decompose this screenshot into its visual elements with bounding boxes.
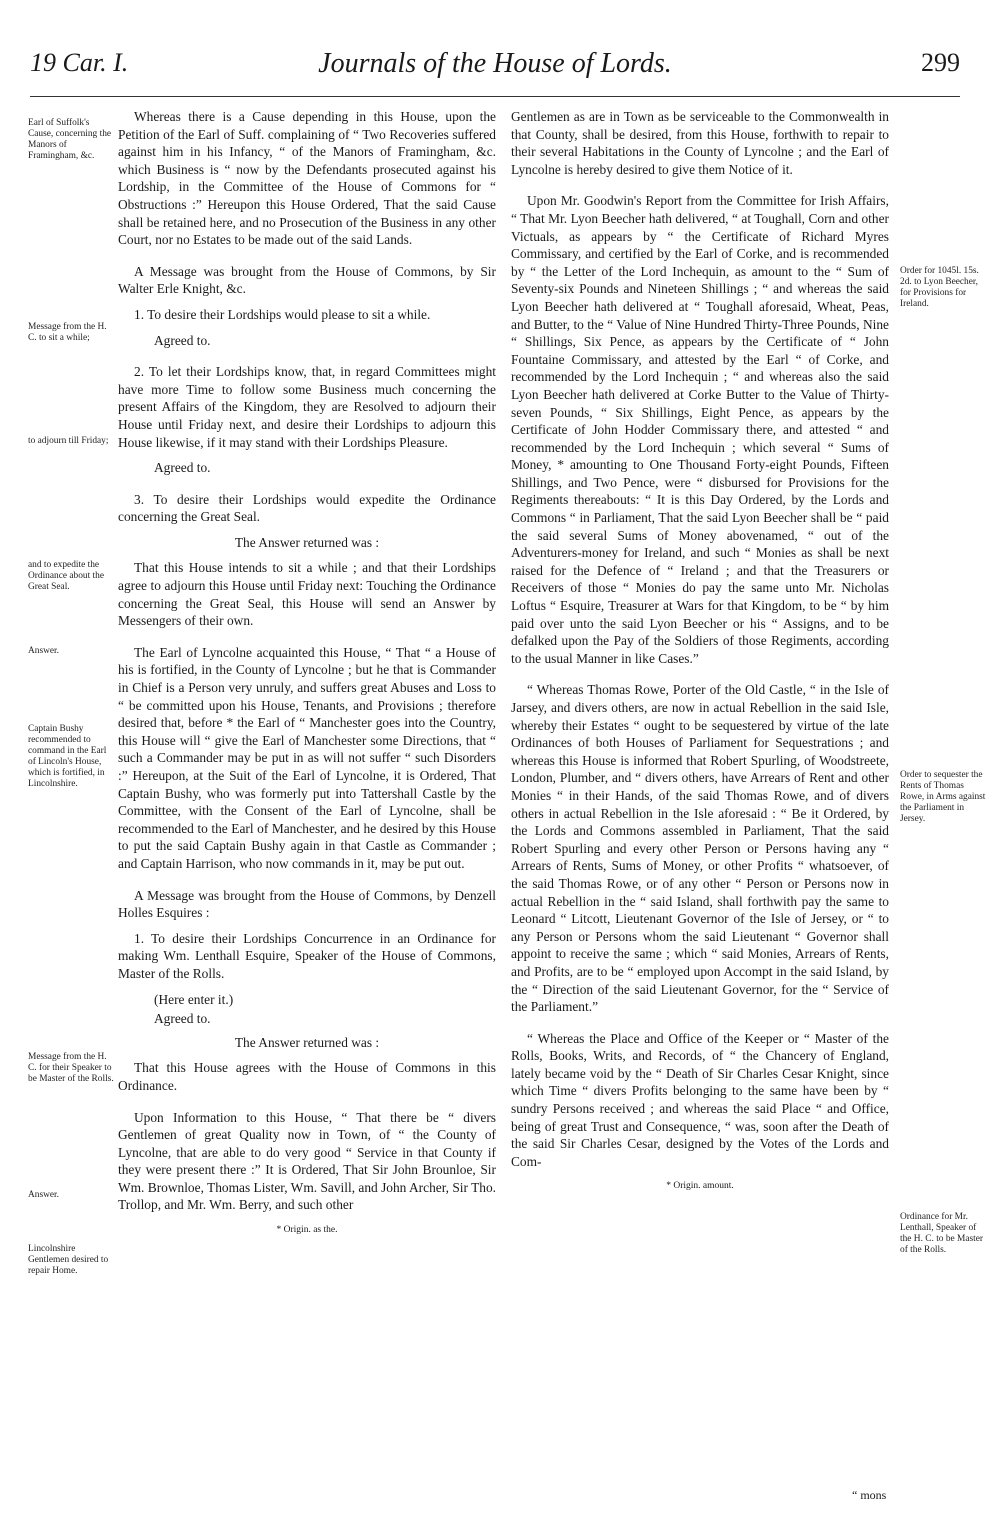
page-header bbox=[30, 48, 960, 96]
margin-note: to adjourn till Friday; bbox=[28, 436, 109, 446]
answer-heading: The Answer returned was : bbox=[234, 534, 380, 550]
page-number: 299 bbox=[921, 48, 960, 77]
margin-note: Ordinance for Mr. Lenthall, Speaker of the H. C. to be Master of the Rolls. bbox=[900, 1212, 984, 1255]
margin-note: Lincolnshire Gentlemen desired to repair Home. bbox=[28, 1244, 109, 1276]
regnal-year: 19 Car. I. bbox=[30, 48, 129, 77]
right-column bbox=[511, 108, 889, 1196]
margin-note: Order for 1045l. 15s. 2d. to Lyon Beecher, for Provisions for Ireland. bbox=[900, 266, 979, 309]
paragraph: “ Whereas Thomas Rowe, Porter of the Old Castle, “ in the Isle of Jarsey, and divers others, are now in actual Rebellion in the said Isle, whereby their Estates “ ought to be sequestered by virtue of the late Ordinances of both Houses of Parliament for Sequestrations ; and whereas this House is informed that Robert Spurling, of Woodstreete, London, Plumber, and “ divers others, have Arrears of Rent and other Monies “ in their Hands, of the said Thomas Rowe, and of divers others in actual Rebellion in the Isle aforesaid : “ Be it Ordered, by the Lords and Commons assembled in Parliament, That the said Robert Spurling and every other Person or Persons having any “ Arrears of Rents, Sums of Money, or other Profits “ whatsoever, of the said Thomas Rowe, or of any other “ Person or Persons now in actual Rebellion in the “ said Island, shall forthwith pay the same to Leonard “ Litcott, Lieutenant Governor of the Isle of Jersey, or “ to any Person or Persons whom the said Lieutenant “ Governor shall appoint to receive the same ; which “ said Monies, Arrears of Rents, and Profits, are to be “ employed upon Accompt in the said Island, by the “ Direction of the said Lieutenant Governor, for the “ Service of the Parliament.” bbox=[511, 682, 889, 1015]
paragraph: 2. To let their Lordships know, that, in regard Committees might have more Time to follow some Business much concerning the present Affairs of the Kingdom, they are Resolved to adjourn their House until Friday next, and desire their Lordships to adjourn this House likewise, if it may stand with their Lordships Pleasure. bbox=[118, 364, 496, 450]
margin-note: Message from the H. C. for their Speaker to be Master of the Rolls. bbox=[28, 1052, 114, 1084]
margin-note: Earl of Suffolk's Cause, concerning the Manors of Framingham, &c. bbox=[28, 118, 112, 161]
paragraph: Whereas there is a Cause depending in this House, upon the Petition of the Earl of Suff. complaining of “ Two Recoveries suffered against him in his Infancy, “ of the Manors of Framingham, &c. which Business is “ now by the Defendants prosecuted against his Lordship, in the Committee of the House of Commons for “ Obstructions :” Hereupon this House Ordered, That the said Cause shall be retained here, and no Prosecution of the Business in any other Court, nor no Estates to be made out of the said Lands. bbox=[118, 109, 496, 248]
paragraph: Upon Information to this House, “ That there be “ divers Gentlemen of great Quality now in Town, of “ the County of Lyncolne, that are able to do very good “ Service in that County if they were present there :” It is Ordered, That Sir John Brounloe, Sir Wm. Brownloe, Thomas Lister, Wm. Savill, and John Archer, Sir Tho. Trollop, and Mr. Wm. Berry, and such other bbox=[118, 1109, 496, 1213]
footnote: * Origin. amount. bbox=[666, 1181, 734, 1192]
paragraph: That this House agrees with the House of Commons in this Ordinance. bbox=[118, 1060, 496, 1093]
paragraph: 1. To desire their Lordships Concurrence in an Ordinance for making Wm. Lenthall Esquire, Speaker of the House of Commons, Master of the Rolls. bbox=[118, 930, 496, 981]
margin-note: Captain Bushy recommended to command in the Earl of Lincoln's House, which is fortified, in Lincolnshire. bbox=[28, 724, 107, 789]
agreed-line: Agreed to. bbox=[154, 332, 211, 348]
header-rule bbox=[30, 96, 960, 97]
paragraph: 3. To desire their Lordships would expedite the Ordinance concerning the Great Seal. bbox=[118, 491, 496, 525]
margin-note: and to expedite the Ordinance about the Great Seal. bbox=[28, 560, 105, 592]
answer-heading: The Answer returned was : bbox=[234, 1034, 380, 1050]
margin-note: Order to sequester the Rents of Thomas Rowe, in Arms against the Parliament in Jersey. bbox=[900, 770, 986, 824]
paragraph: “ Whereas the Place and Office of the Keeper or “ Master of the Rolls, Books, Writs, and Records, of “ the Chancery of England, lately became void by the “ Death of Sir Charles Cesar Knight, since which Time “ divers Profits belonging to the same have been by “ sundry Persons received ; and whereas the said Place “ and Office, being of great Trust and Consequence, “ was, soon after the Death of the said Sir Charles Cesar, designed by the Votes of the Lords and Com- bbox=[511, 1030, 889, 1169]
margin-note: Answer. bbox=[28, 1190, 59, 1200]
paragraph: 1. To desire their Lordships would please to sit a while. bbox=[134, 306, 431, 322]
footnote: * Origin. as the. bbox=[276, 1225, 338, 1236]
paragraph: Gentlemen as are in Town as be serviceable to the Commonwealth in that County, shall be desired, from this House, forthwith to repair to their several Habitations in the County of Lyncolne ; and the Earl of Lyncolne is hereby desired to give them Notice of it. bbox=[511, 109, 889, 177]
agreed-line: Agreed to. bbox=[154, 460, 211, 476]
catchword: “ mons bbox=[852, 1488, 887, 1502]
here-enter-line: (Here enter it.) bbox=[154, 991, 234, 1007]
paragraph: A Message was brought from the House of Commons, by Sir Walter Erle Knight, &c. bbox=[118, 263, 496, 297]
paragraph: Upon Mr. Goodwin's Report from the Committee for Irish Affairs, “ That Mr. Lyon Beecher hath delivered, “ at Toughall, Corn and other Victuals, as appears by “ the Certificate of Richard Myres Commissary, and certified by the Earl of Corke, and is recommended by “ the Letter of the Lord Inchequin, as amount to the “ Sum of Seventy-six Pounds and Nineteen Shillings ; “ and whereas the said Lyon Beecher hath delivered at “ Toughall aforesaid, Wheat, Peas, and Butter, to the “ Value of Nine Hundred Thirty-Three Pounds, Nine “ Shillings, Six Pence, as appears by the Certificate of “ John Fountaine Commissary, and attested by the Earl “ of Corke, and recommended by the Lord Inchequin ; “ and whereas also the said Lyon Beecher hath delivered at Corke Butter to the Value of Thirty-seven Pounds, “ Six Shillings, Eight Pence, as appears by the Certificate of John Hodder Commissary there, and attested “ and recommended by the Lord Inchequin ; which several “ Sums of Money, * amounting to One Thousand Forty-eight Pounds, Fifteen Shillings, and Two Pence, were “ disbursed for Provisions for the Regiments thereabouts: “ It is this Day Ordered, by the Lords and Commons “ in Parliament, That the said Lyon Beecher shall be “ paid the said several Sums of Money abovenamed, “ out of the Adventurers-money for Ireland, and such “ Monies as shall be next raised for the Defence of “ Ireland ; and that the Treasurers or Receivers of those “ Monies do pay the same unto Mr. Nicholas Loftus “ Esquire, Treasurer at Wars for that Kingdom, to be “ by him paid over unto the said Lyon Beecher or his “ Assigns, and to be defalked upon the Pay of the Soldiers of those Regiments, according to the usual Manner in like Cases.” bbox=[511, 193, 889, 666]
left-column bbox=[118, 108, 496, 1240]
paragraph: That this House intends to sit a while ; and that their Lordships agree to adjourn this House until Friday next: Touching the Ordinance concerning the Great Seal, this House will send an Answer by Messengers of their own. bbox=[118, 560, 496, 629]
agreed-line: Agreed to. bbox=[154, 1011, 211, 1027]
margin-note: Answer. bbox=[28, 646, 59, 656]
page-title: Journals of the House of Lords. bbox=[318, 48, 672, 79]
paragraph: A Message was brought from the House of Commons, by Denzell Holles Esquires : bbox=[118, 887, 496, 921]
margin-note: Message from the H. C. to sit a while; bbox=[28, 322, 107, 343]
paragraph: The Earl of Lyncolne acquainted this House, “ That “ a House of his is fortified, in the County of Lyncolne ; but he that is Commander in Chief is a Person very unruly, and suffers great Abuses and Loss to “ be committed upon his House, Tenants, and Provisions ; therefore desired that, before * the Earl of “ Manchester goes into the Country, this House will “ give the Earl of Manchester some Directions, that “ such a Commander may be put in as will not suffer “ such Disorders :” Hereupon, at the Suit of the Earl of Lyncolne, it is Ordered, That Captain Bushy, who was formerly put into Tattershall Castle by the Committee, with the Consent of the Earl of Lyncolne, shall be recommended to the Earl of Manchester, and he desired by this House to put the said Captain Bushy again in that Castle as Commander ; and Captain Harrison, who now commands in it, may be put out. bbox=[118, 644, 496, 871]
